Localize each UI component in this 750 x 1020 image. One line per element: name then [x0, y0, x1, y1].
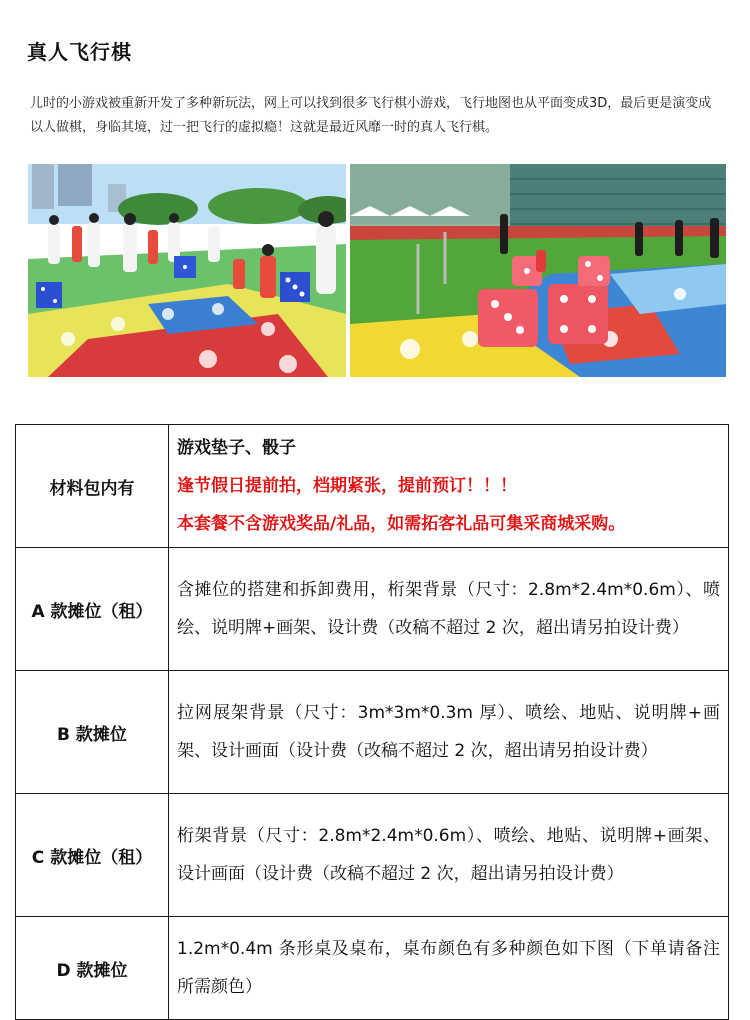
table-row — [16, 917, 729, 1020]
row-label-materials: 材料包内有 — [16, 425, 169, 548]
table-row — [16, 548, 729, 671]
row-content-booth-c: 桁架背景（尺寸：2.8m*2.4m*0.6m）、喷绘、地贴、说明牌+画架、设计画面（设计费（改稿不超过 2 次，超出请另拍设计费） — [169, 794, 729, 917]
row-label-booth-c: C 款摊位（租） — [16, 794, 169, 917]
page-title: 真人飞行棋 — [27, 40, 132, 64]
photo-crowd-game-mat — [28, 164, 346, 377]
row-content-booth-a: 含摊位的搭建和拆卸费用，桁架背景（尺寸：2.8m*2.4m*0.6m）、喷绘、说明牌+画架、设计费（改稿不超过 2 次，超出请另拍设计费） — [169, 548, 729, 671]
photo-inflatable-dice-field — [350, 164, 726, 377]
table-row — [16, 671, 729, 794]
row-content-booth-d: 1.2m*0.4m 条形桌及桌布，桌布颜色有多种颜色如下图（下单请备注所需颜色） — [169, 917, 729, 1020]
row-label-booth-d: D 款摊位 — [16, 917, 169, 1020]
booking-warning: 逢节假日提前拍，档期紧张，提前预订！！！ — [177, 476, 517, 496]
row-label-booth-b: B 款摊位 — [16, 671, 169, 794]
table-row — [16, 794, 729, 917]
row-label-booth-a: A 款摊位（租） — [16, 548, 169, 671]
row-content-booth-b: 拉网展架背景（尺寸：3m*3m*0.3m 厚）、喷绘、地贴、说明牌+画架、设计画面（设计费（改稿不超过 2 次，超出请另拍设计费） — [169, 671, 729, 794]
intro-paragraph: 儿时的小游戏被重新开发了多种新玩法，网上可以找到很多飞行棋小游戏，飞行地图也从平面变成3D，最后更是演变成以人做棋，身临其境，过一把飞行的虚拟瘾！这就是最近风靡一时的真人飞行棋。 — [30, 96, 712, 135]
materials-items: 游戏垫子、骰子 — [177, 438, 296, 458]
package-table — [15, 424, 729, 1020]
row-content-materials — [169, 425, 729, 548]
table-row — [16, 425, 729, 548]
gift-notice: 本套餐不含游戏奖品/礼品，如需拓客礼品可集采商城采购。 — [177, 514, 626, 534]
